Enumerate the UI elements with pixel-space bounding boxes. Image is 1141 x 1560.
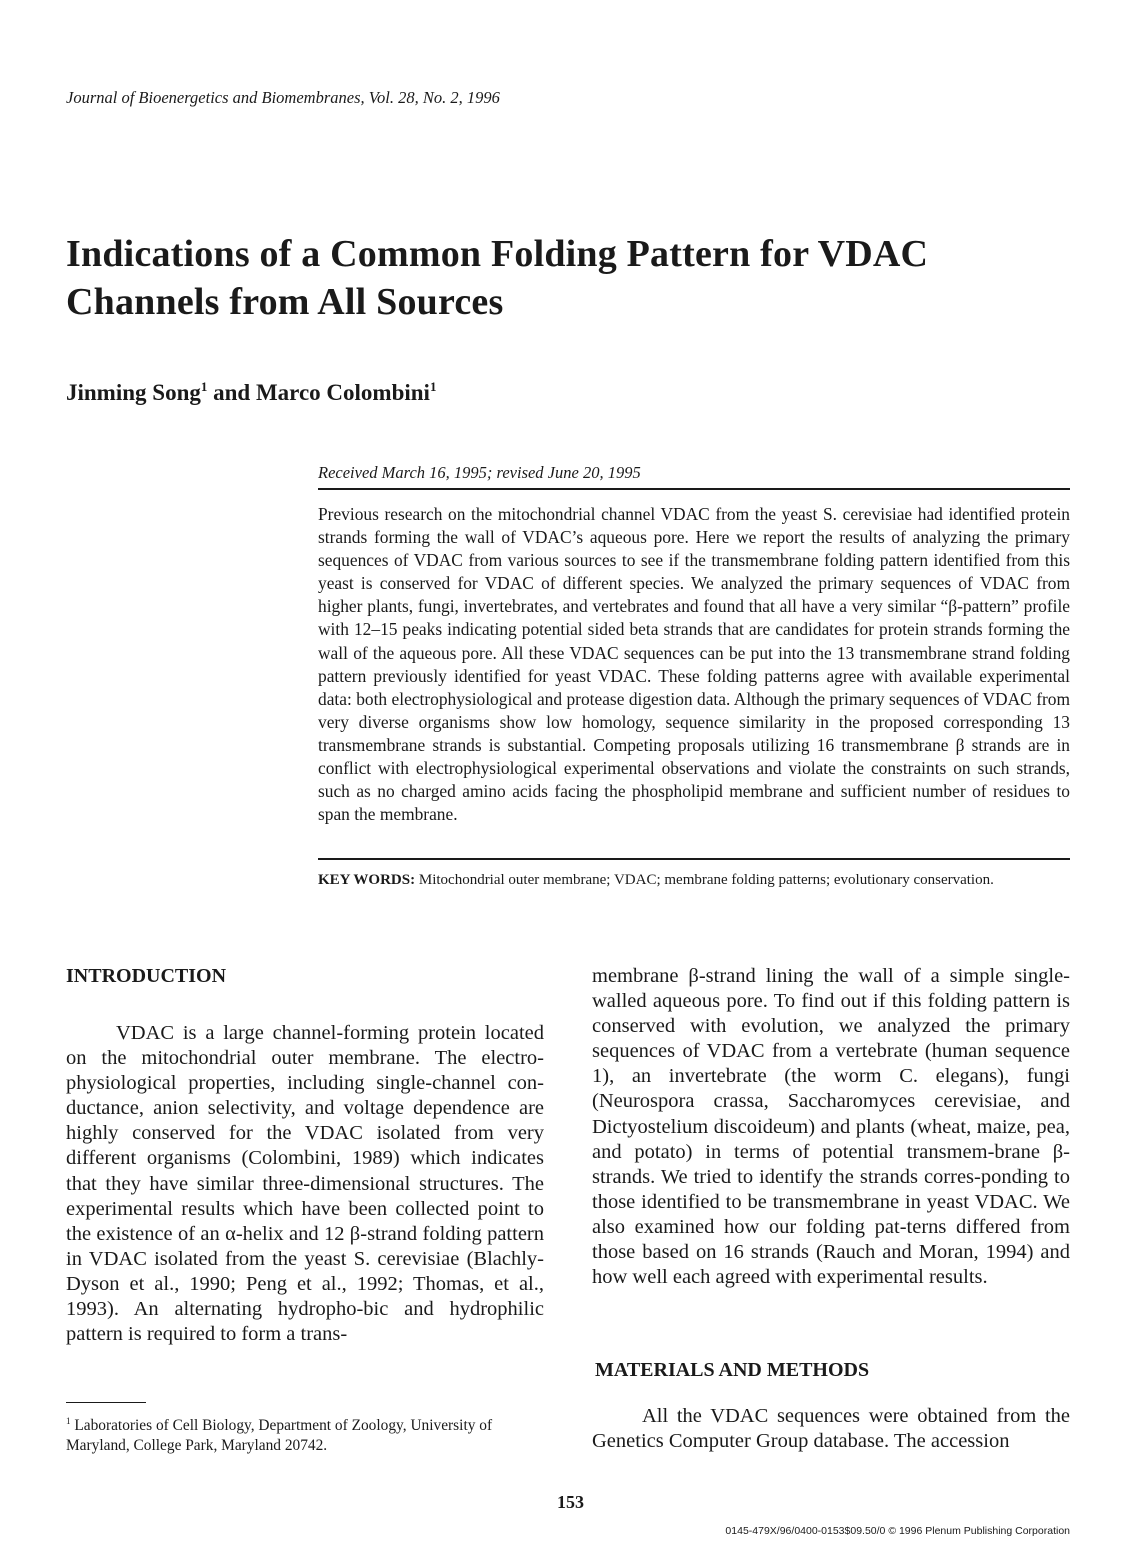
author-name: Marco Colombini — [255, 380, 430, 405]
body-paragraph: All the VDAC sequences were obtained from the Genetics Computer Group database. The accession — [592, 1405, 1070, 1453]
abstract-bottom-rule — [318, 858, 1070, 860]
keywords-label: KEY WORDS: — [318, 872, 416, 888]
methods-column-text — [592, 1404, 1070, 1454]
body-paragraph: VDAC is a large channel-forming protein located on the mitochondrial outer membrane. The electro-physiological properties, including single-channel con-ductance, anion selectivity, and voltage dependence are highly conserved for the VDAC isolated from very different organisms (Colombini, 1989) which indicates that they have similar three-dimensional structures. The experimental results which have been collected point to the existence of an α-helix and 12 β-strand folding pattern in VDAC isolated from the yeast S. cerevisiae (Blachly-Dyson et al., 1990; Peng et al., 1992; Thomas, et al., 1993). An alternating hydropho-bic and hydrophilic pattern is required to form a trans- — [66, 1022, 544, 1346]
body-paragraph: membrane β-strand lining the wall of a simple single-walled aqueous pore. To find out if this folding pattern is conserved with evolution, we analyzed the primary sequences of VDAC from a vertebrate (human sequence 1), an invertebrate (the worm C. elegans), fungi (Neurospora crassa, Saccharomyces cerevisiae, and Dictyostelium discoideum) and plants (wheat, maize, pea, and potato) in terms of potential transmem-brane β-strands. We tried to identify the strands corres-ponding to those identified to be transmembrane in yeast VDAC. We also examined how our folding pat-terns differed from those based on 16 strands (Rauch and Moran, 1994) and how well each agreed with experimental results. — [592, 965, 1070, 1289]
left-column-text — [66, 1021, 544, 1347]
footnote-mark: 1 — [66, 1416, 71, 1426]
keywords-text: Mitochondrial outer membrane; VDAC; membrane folding patterns; evolutionary conservation. — [415, 872, 994, 888]
received-dates: Received March 16, 1995; revised June 20, 1995 — [318, 463, 641, 482]
page-number: 153 — [557, 1492, 584, 1512]
footnote — [66, 1411, 546, 1456]
journal-citation: Journal of Bioenergetics and Biomembranes, Vol. 28, No. 2, 1996 — [66, 88, 500, 107]
article-title-line-1: Indications of a Common Folding Pattern for VDAC — [66, 233, 929, 275]
article-title — [66, 230, 1066, 326]
footnote-text: Laboratories of Cell Biology, Department of Zoology, University of Maryland, College Park, Maryland 20742. — [66, 1417, 493, 1454]
footnote-rule — [66, 1402, 146, 1403]
article-title-line-2: Channels from All Sources — [66, 281, 504, 323]
right-column-text — [592, 964, 1070, 1290]
abstract-top-rule — [318, 488, 1070, 490]
affiliation-mark: 1 — [429, 379, 437, 394]
keywords — [318, 871, 1070, 890]
author-list — [66, 379, 436, 406]
abstract: Previous research on the mitochondrial channel VDAC from the yeast S. cerevisiae had identified protein strands forming the wall of VDAC’s aqueous pore. Here we report the results of analyzing the primary sequences of VDAC from various sources to see if the transmembrane folding pattern identified from this yeast is conserved for VDAC of different species. We analyzed the primary sequences of VDAC from higher plants, fungi, invertebrates, and vertebrates and found that all have a very similar “β-pattern” profile with 12–15 peaks indicating potential sided beta strands that are candidates for protein strands forming the wall of the aqueous pore. All these VDAC sequences can be put into the 13 transmembrane strand folding pattern previously identified for yeast VDAC. These folding patterns agree with available experimental data: both electrophysiological and protease digestion data. Although the primary sequences of VDAC from very diverse organisms show low homology, sequence similarity in the proposed corresponding 13 transmembrane strands is substantial. Competing proposals utilizing 16 transmembrane β strands are in conflict with electrophysiological experimental observations and violate the constraints on such strands, such as no charged amino acids facing the phospholipid membrane and sufficient number of residues to span the membrane. — [318, 504, 1070, 825]
section-heading-methods: MATERIALS AND METHODS — [595, 1359, 870, 1381]
affiliation-mark: 1 — [200, 379, 208, 394]
copyright-line: 0145-479X/96/0400-0153$09.50/0 © 1996 Plenum Publishing Corporation — [725, 1525, 1070, 1537]
author-conjunction: and — [207, 380, 256, 405]
section-heading-introduction: INTRODUCTION — [66, 965, 227, 987]
author-name: Jinming Song — [66, 380, 201, 405]
